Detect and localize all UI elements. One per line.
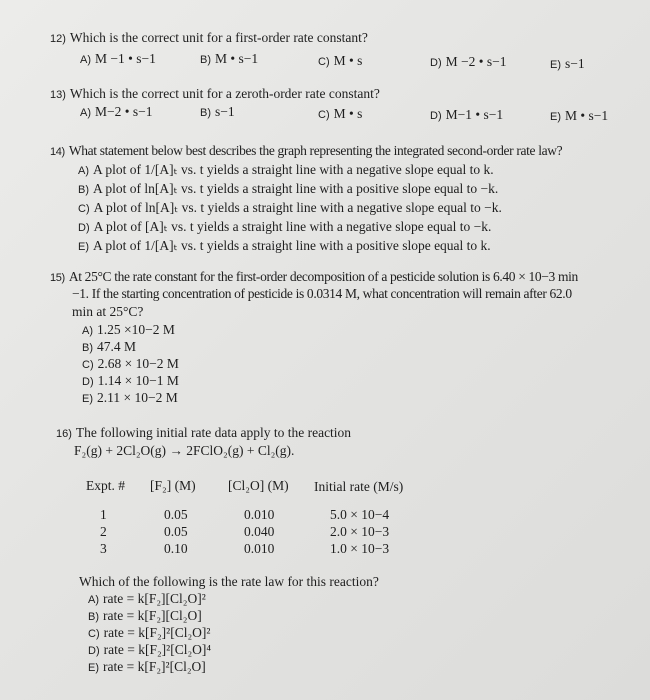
option-12a[interactable] (80, 51, 156, 68)
question-text: Which is the correct unit for a zeroth-order rate constant? (69, 86, 380, 101)
option-label: D) (78, 222, 90, 234)
option-16d[interactable] (88, 642, 211, 659)
option-label: C) (78, 203, 90, 215)
question-text: What statement below best describes the graph representing the integrated second-order rate law? (68, 143, 563, 158)
option-15c[interactable] (82, 356, 179, 373)
option-label: A) (82, 325, 93, 337)
table-cell: 2 (100, 524, 107, 539)
option-text: rate = k[F₂][Cl₂O]² (103, 591, 206, 606)
option-label: C) (318, 56, 330, 68)
question-16-prompt: Which of the following is the rate law for this reaction? (79, 574, 379, 589)
question-number: 12) (50, 33, 66, 45)
question-number: 15) (50, 272, 65, 284)
option-text: M • s (333, 106, 363, 121)
option-label: A) (78, 165, 89, 177)
option-14e[interactable] (78, 238, 491, 255)
option-label: E) (88, 662, 99, 674)
table-cell: 0.05 (164, 507, 188, 522)
option-label: C) (88, 628, 100, 640)
question-number: 16) (56, 428, 72, 440)
option-text: rate = k[F₂]²[Cl₂O]⁴ (103, 642, 212, 657)
question-15-line-3: min at 25°C? (72, 304, 144, 319)
option-text: 2.11 × 10−2 M (97, 390, 178, 405)
option-12b[interactable] (200, 51, 258, 68)
question-15-line-2: −1. If the starting concentration of pesticide is 0.0314 M, what concentration will remain after 62.0 (72, 286, 572, 301)
option-14d[interactable] (78, 219, 491, 236)
option-label: E) (82, 393, 93, 405)
option-text: M • s−1 (565, 108, 609, 123)
question-13 (50, 86, 380, 103)
reaction-equation: F₂(g) + 2Cl₂O(g) → 2FClO₂(g) + Cl₂(g). (74, 443, 295, 458)
question-12 (50, 30, 368, 47)
option-label: C) (318, 109, 330, 121)
option-16e[interactable] (88, 659, 206, 676)
option-text: M • s−1 (215, 51, 259, 66)
question-text: At 25°C the rate constant for the first-order decomposition of a pesticide solution is 6.40 × 10−3 min (68, 269, 578, 284)
option-13c[interactable] (318, 106, 362, 123)
option-text: rate = k[F₂]²[Cl₂O] (103, 659, 206, 674)
option-text: 47.4 M (97, 339, 137, 354)
table-cell: 0.010 (244, 541, 275, 556)
table-cell: 0.05 (164, 524, 188, 539)
option-text: s−1 (215, 104, 235, 119)
option-text: A plot of 1/[A]ₜ vs. t yields a straight line with a negative slope equal to k. (93, 162, 494, 177)
table-header-rate: Initial rate (M/s) (314, 479, 404, 494)
option-text: M −2 • s−1 (445, 54, 507, 69)
option-14c[interactable] (78, 200, 502, 217)
option-text: 2.68 × 10−2 M (97, 356, 179, 371)
table-cell: 5.0 × 10−4 (330, 507, 390, 522)
option-text: s−1 (565, 56, 585, 71)
option-label: B) (82, 342, 93, 354)
option-text: M −1 • s−1 (95, 51, 156, 66)
option-text: A plot of ln[A]ₜ vs. t yields a straight line with a positive slope equal to −k. (93, 181, 499, 196)
option-label: D) (82, 376, 94, 388)
option-15d[interactable] (82, 373, 179, 390)
option-label: E) (78, 241, 89, 253)
table-cell: 2.0 × 10−3 (330, 524, 390, 539)
option-13b[interactable] (200, 104, 235, 121)
option-label: E) (550, 111, 561, 123)
option-16b[interactable] (88, 608, 202, 625)
option-13a[interactable] (80, 104, 152, 121)
option-15a[interactable] (82, 322, 175, 339)
table-header-cl2o: [Cl₂O] (M) (228, 478, 289, 493)
option-label: D) (430, 57, 442, 69)
option-12c[interactable] (318, 53, 362, 70)
option-15e[interactable] (82, 390, 178, 407)
option-label: B) (200, 107, 211, 119)
option-label: A) (80, 107, 91, 119)
question-15 (50, 269, 578, 286)
option-text: 1.25 ×10−2 M (97, 322, 175, 337)
option-label: B) (88, 611, 99, 623)
question-number: 13) (50, 89, 66, 101)
option-13d[interactable] (430, 107, 503, 124)
table-cell: 0.010 (244, 507, 275, 522)
option-text: A plot of ln[A]ₜ vs. t yields a straight line with a negative slope equal to −k. (93, 200, 502, 215)
option-text: A plot of 1/[A]ₜ vs. t yields a straight line with a positive slope equal to k. (93, 238, 491, 253)
option-label: B) (78, 184, 89, 196)
question-text: Which is the correct unit for a first-order rate constant? (69, 30, 368, 45)
option-text: 1.14 × 10−1 M (97, 373, 179, 388)
option-label: D) (88, 645, 100, 657)
option-16c[interactable] (88, 625, 210, 642)
table-header-expt: Expt. # (86, 478, 125, 493)
option-text: A plot of [A]ₜ vs. t yields a straight line with a negative slope equal to −k. (93, 219, 492, 234)
question-16 (56, 425, 351, 442)
option-12e[interactable] (550, 56, 585, 73)
question-number: 14) (50, 146, 65, 158)
question-text: The following initial rate data apply to the reaction (75, 425, 352, 440)
option-14a[interactable] (78, 162, 494, 179)
option-label: A) (80, 54, 91, 66)
table-header-f2: [F₂] (M) (150, 478, 196, 493)
option-16a[interactable] (88, 591, 206, 608)
option-label: C) (82, 359, 94, 371)
table-cell: 3 (100, 541, 107, 556)
option-14b[interactable] (78, 181, 498, 198)
table-cell: 0.040 (244, 524, 275, 539)
table-cell: 1 (100, 507, 107, 522)
option-label: D) (430, 110, 442, 122)
option-text: M−1 • s−1 (445, 107, 504, 122)
option-text: M • s (333, 53, 363, 68)
table-cell: 1.0 × 10−3 (330, 541, 390, 556)
option-text: rate = k[F₂][Cl₂O] (103, 608, 202, 623)
option-label: E) (550, 59, 561, 71)
option-15b[interactable] (82, 339, 136, 356)
option-12d[interactable] (430, 54, 506, 71)
option-label: A) (88, 594, 99, 606)
option-text: rate = k[F₂]²[Cl₂O]² (103, 625, 211, 640)
option-text: M−2 • s−1 (95, 104, 153, 119)
option-13e[interactable] (550, 108, 608, 125)
question-14 (50, 143, 562, 160)
option-label: B) (200, 54, 211, 66)
table-cell: 0.10 (164, 541, 188, 556)
